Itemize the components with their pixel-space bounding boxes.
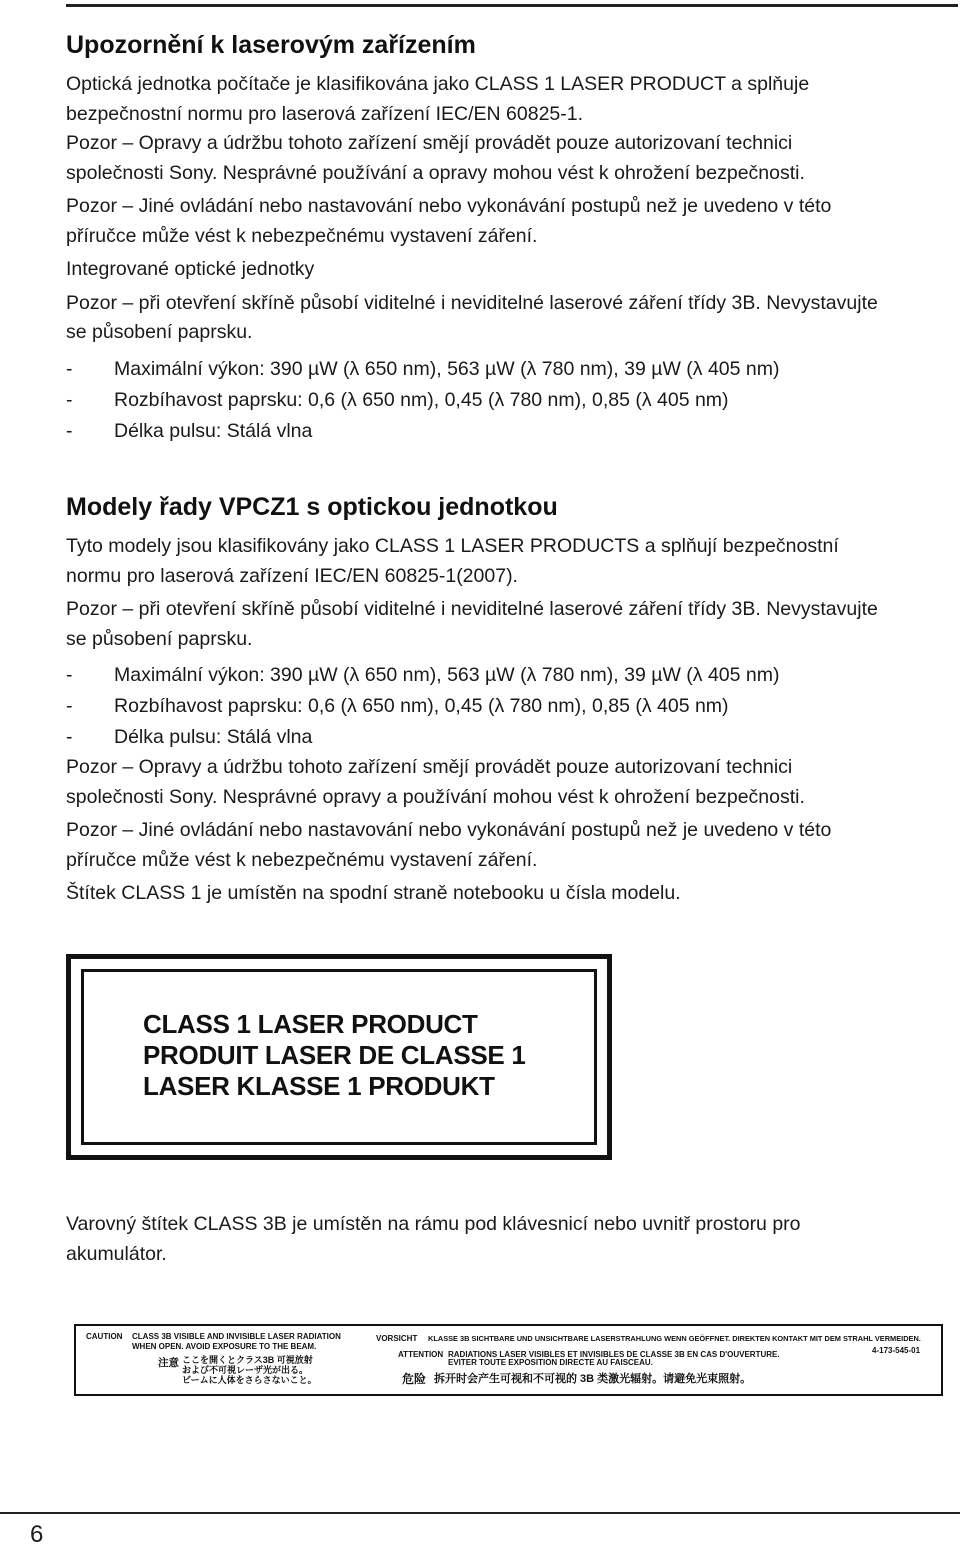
list-item: - Rozbíhavost paprsku: 0,6 (λ 650 nm), 0,45 (λ 780 nm), 0,85 (λ 405 nm)	[66, 695, 729, 717]
paragraph-repair-warning: Pozor – Opravy a údržbu tohoto zařízení smějí provádět pouze autorizovaní technici společnosti Sony. Nesprávné opravy a používání mohou vést k ohrožení bezpečnosti.	[66, 756, 805, 808]
label-caution: CAUTION	[86, 1332, 123, 1341]
section-title: Modely řady VPCZ1 s optickou jednotkou	[66, 493, 558, 521]
paragraph-class1: Optická jednotka počítače je klasifikována jako CLASS 1 LASER PRODUCT a splňuje bezpečnostní normu pro laserová zařízení IEC/EN 60825-1.	[66, 73, 810, 125]
paragraph-operation-warning: Pozor – Jiné ovládání nebo nastavování nebo vykonávání postupů než je uvedeno v této příručce může vést k nebezpečnému vystavení záření.	[66, 195, 832, 247]
list-item: - Rozbíhavost paprsku: 0,6 (λ 650 nm), 0,45 (λ 780 nm), 0,85 (λ 405 nm)	[66, 388, 729, 411]
label-ja: 注意	[158, 1357, 179, 1369]
spec-list	[66, 660, 956, 753]
spec-list	[66, 354, 956, 447]
label-ja-text-1: ここを開くとクラス3B 可視放射	[182, 1355, 313, 1365]
top-rule	[66, 4, 958, 7]
bottom-rule	[0, 1512, 960, 1514]
label-ja-text-2: および不可視レーザ光が出る。	[182, 1365, 309, 1375]
page-number: 6	[30, 1521, 44, 1548]
label-vorsicht-text: KLASSE 3B SICHTBARE UND UNSICHTBARE LASERSTRAHLUNG WENN GEÖFFNET. DIREKTEN KONTAKT MIT DEM STRAHL VERMEIDEN.	[428, 1334, 921, 1343]
label-zh-text: 拆开时会产生可视和不可视的 3B 类激光辐射。请避免光束照射。	[434, 1373, 752, 1385]
list-item: - Délka pulsu: Stálá vlna	[66, 726, 313, 748]
label-vorsicht: VORSICHT	[376, 1334, 418, 1343]
paragraph-repair-warning: Pozor – Opravy a údržbu tohoto zařízení smějí provádět pouze autorizovaní technici společnosti Sony. Nesprávné používání a opravy mohou vést k ohrožení bezpečnosti.	[66, 132, 805, 184]
list-item: - Délka pulsu: Stálá vlna	[66, 419, 313, 442]
section-title: Upozornění k laserovým zařízením	[66, 31, 476, 59]
paragraph-3b-label-location: Varovný štítek CLASS 3B je umístěn na rámu pod klávesnicí nebo uvnitř prostoru pro akumulátor.	[66, 1213, 801, 1265]
paragraph-integrated-drives: Integrované optické jednotky	[66, 258, 315, 280]
label-caution-text-2: WHEN OPEN. AVOID EXPOSURE TO THE BEAM.	[132, 1342, 317, 1351]
list-item: - Maximální výkon: 390 µW (λ 650 nm), 563 µW (λ 780 nm), 39 µW (λ 405 nm)	[66, 664, 780, 686]
section-laser-devices	[66, 30, 956, 447]
label-attention-text-1: RADIATIONS LASER VISIBLES ET INVISIBLES DE CLASSE 3B EN CAS D'OUVERTURE.	[448, 1350, 780, 1359]
label-zh: 危险	[402, 1372, 427, 1386]
label-attention: ATTENTION	[398, 1350, 444, 1359]
class3b-warning-label	[74, 1324, 943, 1396]
paragraph-class1-products: Tyto modely jsou klasifikovány jako CLASS 1 LASER PRODUCTS a splňují bezpečnostní normu pro laserová zařízení IEC/EN 60825-1(2007).	[66, 535, 839, 587]
paragraph-3b-warning: Pozor – při otevření skříně působí viditelné i neviditelné laserové záření třídy 3B. Nevystavujte se působení paprsku.	[66, 598, 878, 650]
list-item: - Maximální výkon: 390 µW (λ 650 nm), 563 µW (λ 780 nm), 39 µW (λ 405 nm)	[66, 357, 780, 380]
label-text: CLASS 1 LASER PRODUCT PRODUIT LASER DE CLASSE 1 LASER KLASSE 1 PRODUKT	[143, 1009, 526, 1101]
label-part-number: 4-173-545-01	[872, 1346, 921, 1355]
paragraph-label-location: Štítek CLASS 1 je umístěn na spodní straně notebooku u čísla modelu.	[66, 882, 681, 904]
label-caution-text-1: CLASS 3B VISIBLE AND INVISIBLE LASER RADIATION	[132, 1332, 341, 1341]
class1-laser-label	[66, 954, 612, 1160]
paragraph-3b-warning: Pozor – při otevření skříně působí viditelné i neviditelné laserové záření třídy 3B. Nevystavujte se působení paprsku.	[66, 291, 878, 343]
label-ja-text-3: ビームに人体をさらさないこと。	[182, 1375, 317, 1385]
section-vpcz1-models	[66, 492, 956, 909]
paragraph-operation-warning: Pozor – Jiné ovládání nebo nastavování nebo vykonávání postupů než je uvedeno v této příručce může vést k nebezpečnému vystavení záření.	[66, 819, 832, 871]
label-attention-text-2: EVITER TOUTE EXPOSITION DIRECTE AU FAISCEAU.	[448, 1358, 653, 1367]
